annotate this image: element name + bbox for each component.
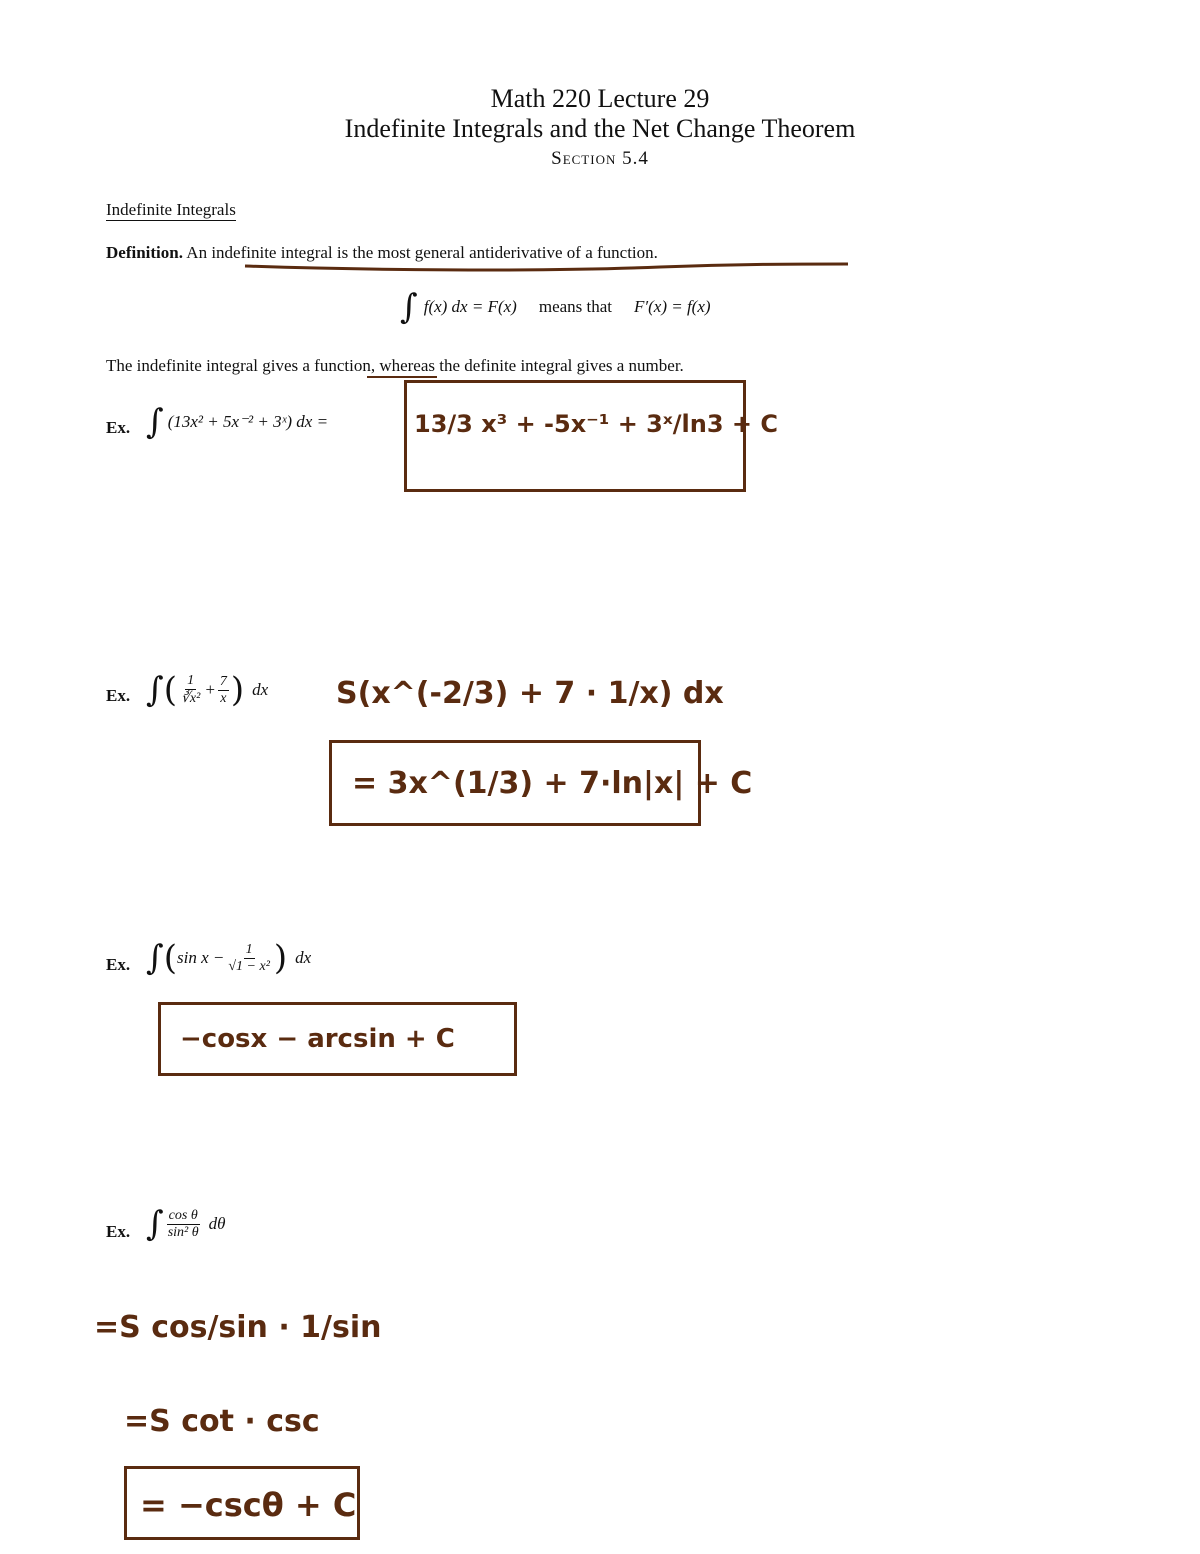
example-1-integrand: (13x² + 5x⁻² + 3ˣ) dx = — [167, 412, 329, 431]
section-label: Section 5.4 — [551, 148, 649, 169]
example-4-answer: = −cscθ + C — [140, 1486, 357, 1524]
definition-label: Definition. — [106, 243, 183, 262]
example-3-integral: ∫ ( sin x − $\frac{1}{\text{√1 − x²}}$ ) dx — [146, 938, 312, 978]
remark: The indefinite integral gives a function, whereas the definite integral gives a number. — [106, 356, 684, 375]
definition-text: An indefinite integral is the most general antiderivative of a function. — [186, 243, 658, 262]
lecture-subtitle: Indefinite Integrals and the Net Change Theorem — [344, 114, 856, 143]
integral-sign: ∫ — [400, 287, 418, 327]
definition-formula — [400, 287, 711, 327]
example-1-integral — [146, 402, 329, 442]
section-heading: Indefinite Integrals — [106, 200, 236, 219]
example-3-label: Ex. — [106, 955, 131, 974]
example-2-integral: ∫ ( $\frac{1}{\text{∛x²}}$ + $\frac{7}{x}$ ) dx — [146, 670, 269, 710]
integral-sign: ∫ — [146, 1204, 164, 1244]
example-1-label: Ex. — [106, 418, 131, 437]
example-2-label: Ex. — [106, 686, 131, 705]
example-2-answer: = 3x^(1/3) + 7·ln|x| + C — [352, 766, 753, 801]
integral-sign: ∫ — [146, 402, 164, 442]
example-4-work-2: =S cot · csc — [124, 1404, 320, 1439]
example-1-answer: 13/3 x³ + -5x⁻¹ + 3ˣ/ln3 + C — [414, 410, 778, 438]
example-4-label: Ex. — [106, 1222, 131, 1241]
example-3-answer: −cosx − arcsin + C — [180, 1024, 455, 1054]
lecture-title: Math 220 Lecture 29 — [490, 84, 710, 113]
integral-sign: ∫ — [146, 938, 164, 978]
integral-sign: ∫ — [146, 670, 164, 710]
example-4-work-1: =S cos/sin · 1/sin — [94, 1310, 382, 1345]
formula-connector: means that — [538, 297, 613, 316]
formula-lhs: f(x) dx = F(x) — [423, 297, 517, 316]
example-2-work: S(x^(-2/3) + 7 · 1/x) dx — [336, 676, 724, 711]
formula-rhs: F′(x) = f(x) — [634, 297, 711, 316]
definition-underline — [240, 252, 855, 276]
example-4-integral: ∫ $\frac{\text{cos θ}}{\text{sin² θ}}$ dθ — [146, 1204, 226, 1244]
remark-underline — [367, 376, 437, 378]
